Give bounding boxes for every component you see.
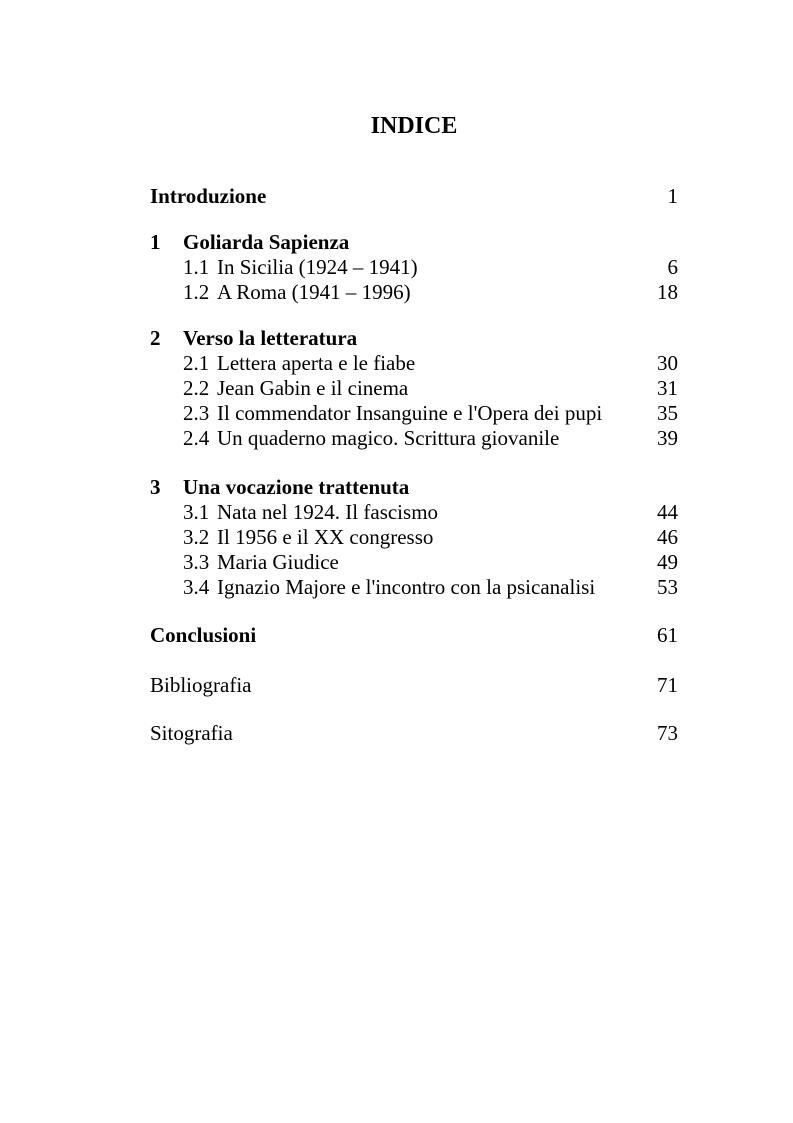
- toc-entry-page-number: 61: [657, 623, 678, 647]
- toc-chapter-2-header: [150, 326, 678, 351]
- toc-chapter-3: [150, 475, 678, 600]
- toc-item-2-2: [150, 376, 678, 401]
- item-number: 1.2: [183, 280, 210, 304]
- chapter-title: Verso la letteratura: [183, 326, 358, 350]
- chapter-title: Goliarda Sapienza: [183, 230, 350, 254]
- item-page-number: 46: [657, 525, 678, 549]
- item-page-number: 44: [657, 500, 678, 524]
- item-title: Ignazio Majore e l'incontro con la psicanalisi: [217, 575, 596, 599]
- item-title: In Sicilia (1924 – 1941): [217, 255, 418, 279]
- toc-entry-sitografia: [150, 721, 678, 746]
- item-page-number: 31: [657, 376, 678, 400]
- toc-entry-conclusioni: [150, 623, 678, 648]
- item-page-number: 53: [657, 575, 678, 599]
- item-number: 2.2: [183, 376, 210, 400]
- item-title: Il 1956 e il XX congresso: [217, 525, 434, 549]
- toc-entry-label: Bibliografia: [150, 673, 252, 697]
- toc-entry-introduzione: [150, 184, 678, 209]
- toc-chapter-3-header: [150, 475, 678, 500]
- item-number: 3.3: [183, 550, 210, 574]
- toc-entry-page-number: 71: [657, 673, 678, 697]
- toc-item-2-4: [150, 426, 678, 451]
- chapter-number: 2: [150, 326, 161, 350]
- item-number: 3.4: [183, 575, 210, 599]
- toc-item-2-1: [150, 351, 678, 376]
- item-number: 2.4: [183, 426, 210, 450]
- toc-item-1-1: [150, 255, 678, 280]
- toc-item-3-4: [150, 575, 678, 600]
- toc-content: [150, 0, 678, 746]
- toc-entry-label: Introduzione: [150, 184, 267, 208]
- toc-entry-page-number: 73: [657, 721, 678, 745]
- item-title: Maria Giudice: [217, 550, 339, 574]
- chapter-title: Una vocazione trattenuta: [183, 475, 410, 499]
- toc-entry-label: Sitografia: [150, 721, 233, 745]
- toc-item-2-3: [150, 401, 678, 426]
- item-number: 3.1: [183, 500, 210, 524]
- item-title: Jean Gabin e il cinema: [217, 376, 409, 400]
- item-page-number: 35: [657, 401, 678, 425]
- item-page-number: 6: [667, 255, 678, 279]
- chapter-number: 3: [150, 475, 161, 499]
- item-page-number: 30: [657, 351, 678, 375]
- item-title: A Roma (1941 – 1996): [217, 280, 411, 304]
- item-number: 2.3: [183, 401, 210, 425]
- toc-chapter-2: [150, 326, 678, 451]
- toc-chapter-1-header: [150, 230, 678, 255]
- item-title: Nata nel 1924. Il fascismo: [217, 500, 439, 524]
- toc-entry-label: Conclusioni: [150, 623, 257, 647]
- toc-entry-bibliografia: [150, 673, 678, 698]
- item-title: Il commendator Insanguine e l'Opera dei pupi: [217, 401, 603, 425]
- toc-chapter-1: [150, 230, 678, 305]
- item-page-number: 18: [657, 280, 678, 304]
- item-number: 1.1: [183, 255, 210, 279]
- toc-item-3-1: [150, 500, 678, 525]
- item-page-number: 49: [657, 550, 678, 574]
- page-title: INDICE: [370, 113, 458, 139]
- toc-item-3-2: [150, 525, 678, 550]
- item-page-number: 39: [657, 426, 678, 450]
- item-number: 2.1: [183, 351, 210, 375]
- toc-entry-page-number: 1: [667, 184, 678, 208]
- item-title: Un quaderno magico. Scrittura giovanile: [217, 426, 560, 450]
- toc-item-1-2: [150, 280, 678, 305]
- item-title: Lettera aperta e le fiabe: [217, 351, 416, 375]
- toc-item-3-3: [150, 550, 678, 575]
- item-number: 3.2: [183, 525, 210, 549]
- chapter-number: 1: [150, 230, 161, 254]
